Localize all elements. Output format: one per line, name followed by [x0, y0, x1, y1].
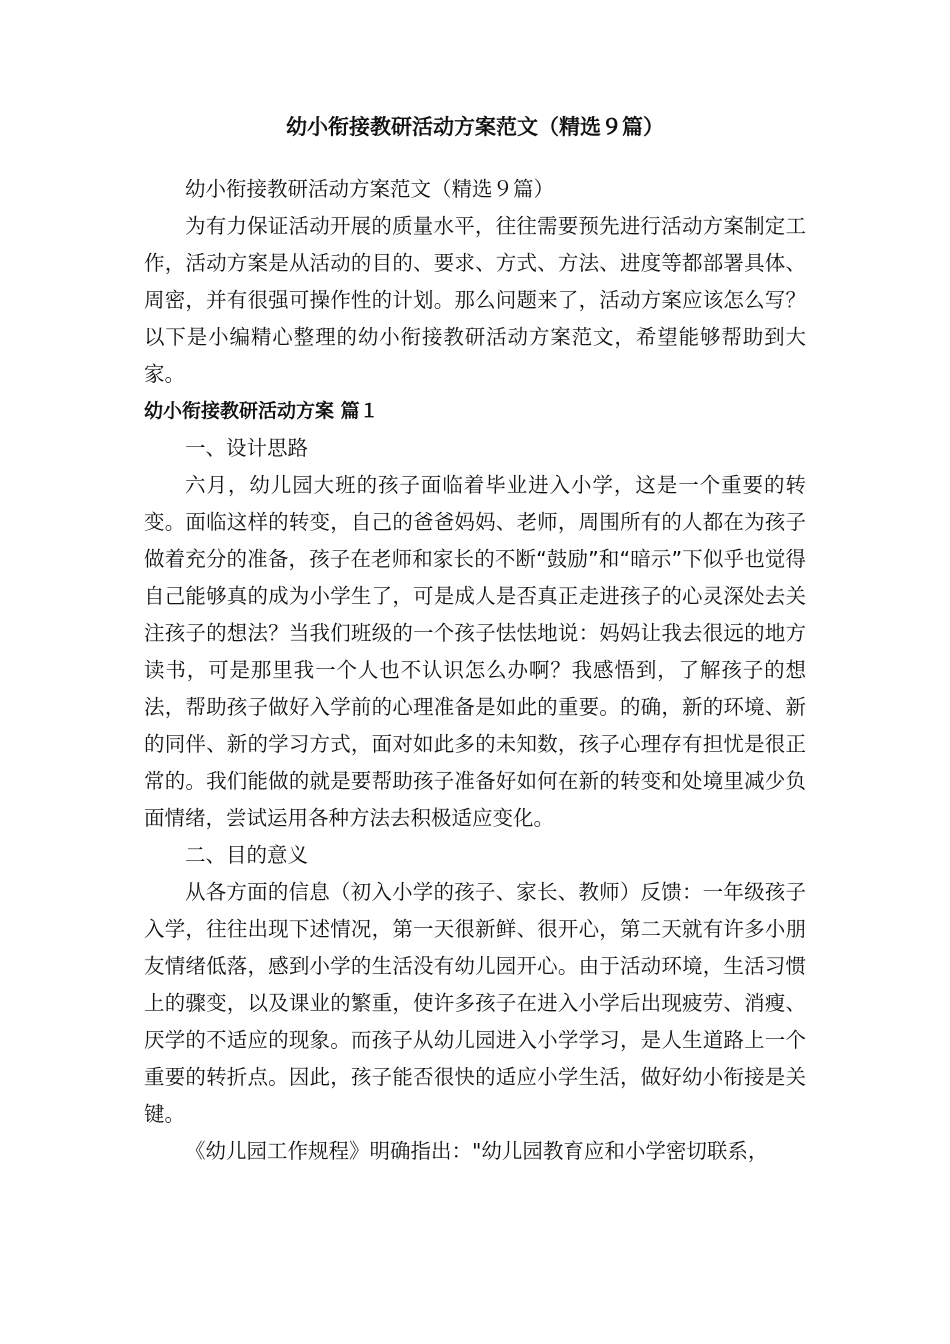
document-title: 幼小衔接教研活动方案范文（精选９篇） — [286, 115, 664, 139]
section-heading: 幼小衔接教研活动方案 篇１ — [144, 400, 379, 422]
paragraph-regulations: 《幼儿园工作规程》明确指出："幼儿园教育应和小学密切联系， — [185, 1139, 769, 1163]
paragraph-purpose: 从各方面的信息（初入小学的孩子、家长、教师）反馈：一年级孩子入学，往往出现下述情况，第一天很新鲜、很开心，第二天就有许多小朋友情绪低落，感到小学的生活没有幼儿园开心。由于活动环境，生活习惯上的骤变，以及课业的繁重，使许多孩子在进入小学后出现疲劳、消瘦、厌学的不适应的现象。而孩子从幼儿园进入小学学习，是人生道路上一个重要的转折点。因此，孩子能否很快的适应小学生活，做好幼小衔接是关键。 — [144, 880, 806, 1126]
subheading-purpose: 二、目的意义 — [185, 843, 308, 867]
intro-paragraph: 为有力保证活动开展的质量水平，往往需要预先进行活动方案制定工作，活动方案是从活动的目的、要求、方式、方法、进度等都部署具体、周密，并有很强可操作性的计划。那么问题来了，活动方案应该怎么写？以下是小编精心整理的幼小衔接教研活动方案范文，希望能够帮助到大家。 — [144, 214, 806, 386]
subheading-design-idea: 一、设计思路 — [185, 436, 308, 460]
document-body — [144, 171, 806, 1170]
paragraph-design-idea: 六月，幼儿园大班的孩子面临着毕业进入小学，这是一个重要的转变。面临这样的转变，自己的爸爸妈妈、老师，周围所有的人都在为孩子做着充分的准备，孩子在老师和家长的不断“鼓励”和“暗示”下似乎也觉得自己能够真的成为小学生了，可是成人是否真正走进孩子的心灵深处去关注孩子的想法？当我们班级的一个孩子怯怯地说：妈妈让我去很远的地方读书，可是那里我一个人也不认识怎么办啊？我感悟到，了解孩子的想法，帮助孩子做好入学前的心理准备是如此的重要。的确，新的环境、新的同伴、新的学习方式，面对如此多的未知数，孩子心理存有担忧是很正常的。我们能做的就是要帮助孩子准备好如何在新的转变和处境里减少负面情绪，尝试运用各种方法去积极适应变化。 — [144, 473, 806, 830]
intro-subtitle: 幼小衔接教研活动方案范文（精选９篇） — [185, 177, 554, 201]
